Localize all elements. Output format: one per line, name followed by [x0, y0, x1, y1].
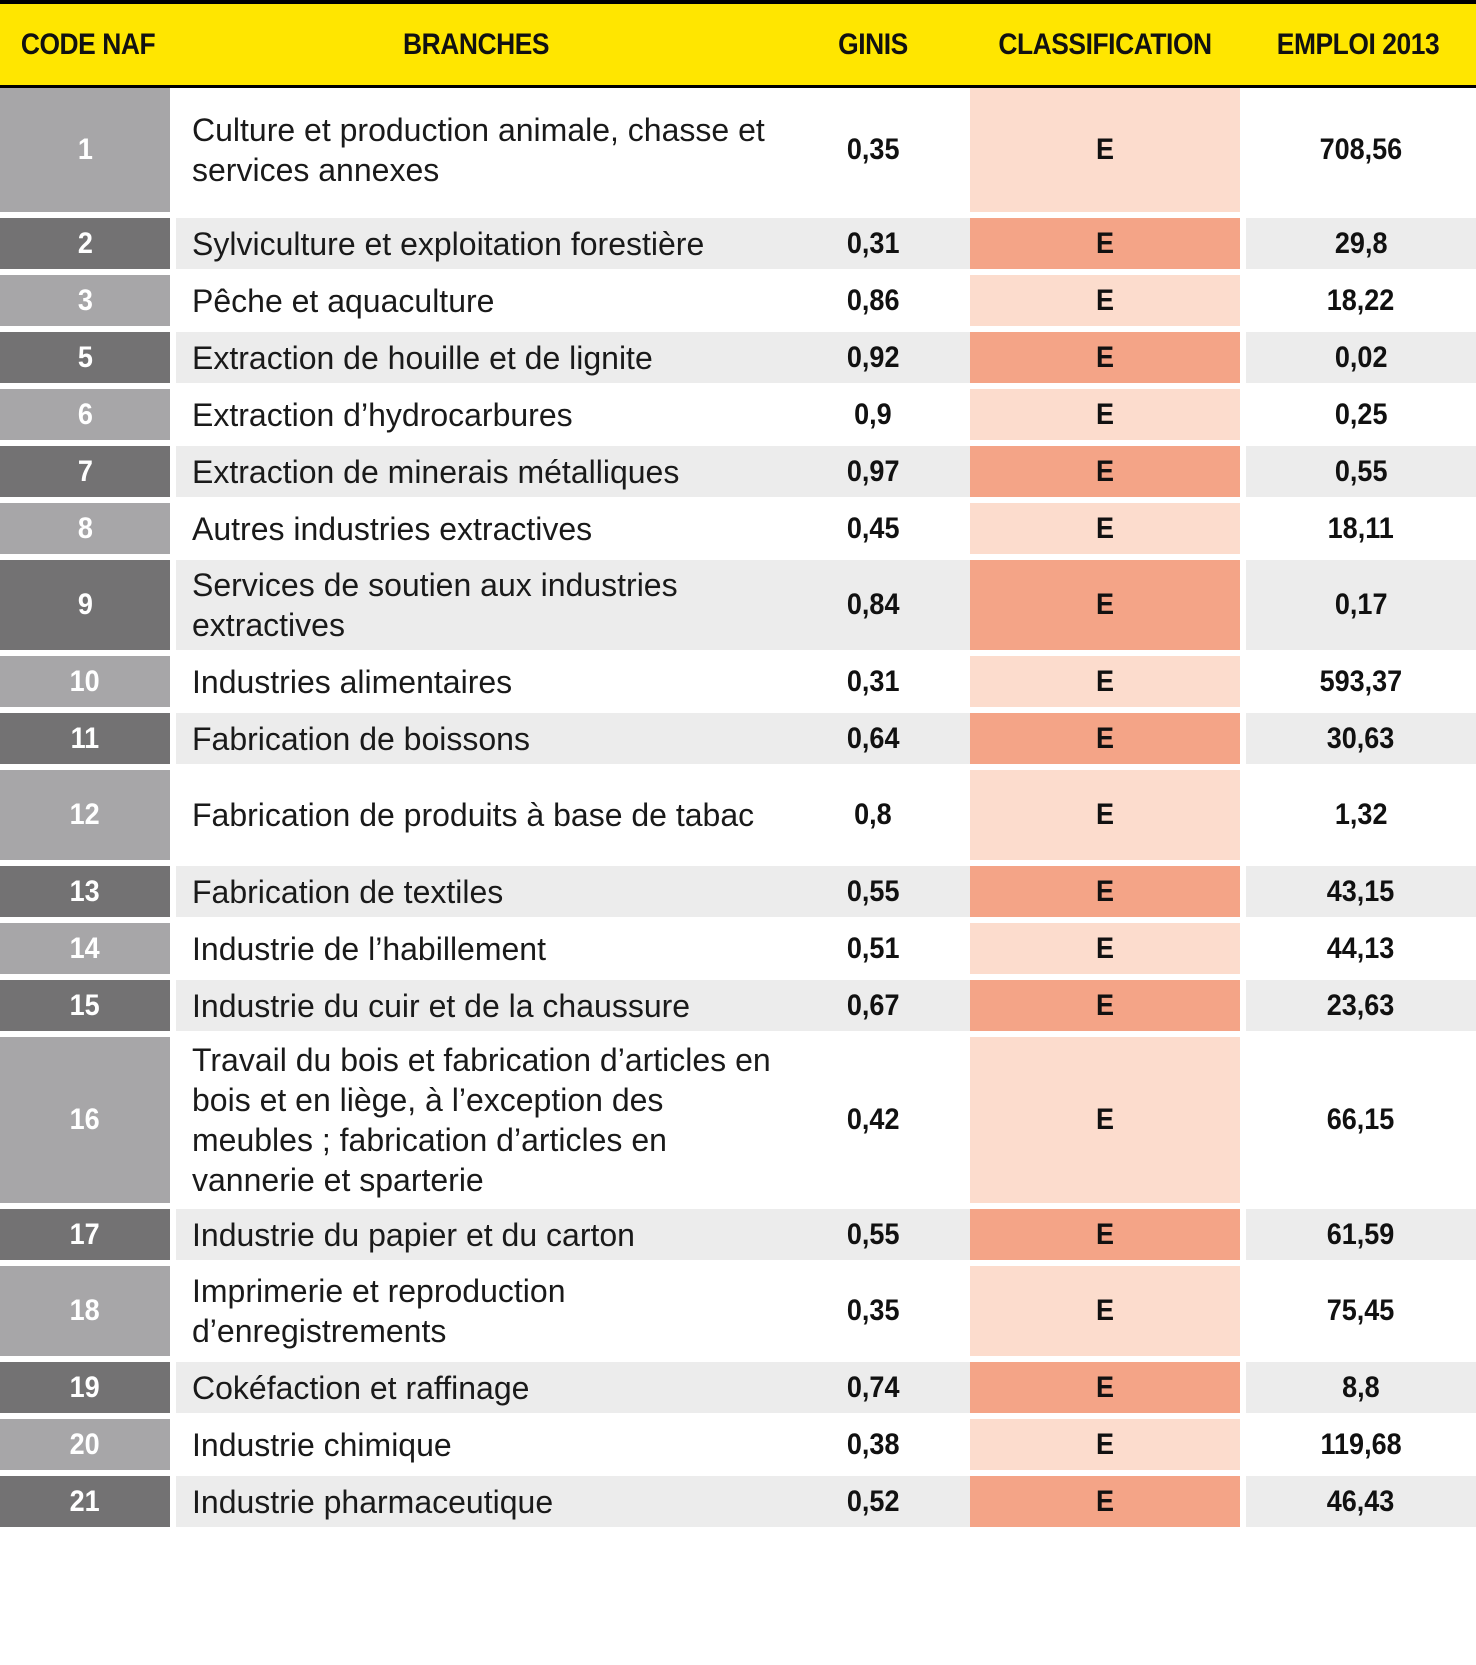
- naf-code-cell: [0, 332, 176, 383]
- classification-cell-text: E: [1095, 664, 1114, 698]
- classification-cell: [970, 1266, 1240, 1356]
- ginis-cell-text: 0,86: [846, 283, 900, 317]
- table-row: [0, 1419, 1476, 1476]
- classification-cell-text: E: [1095, 454, 1114, 488]
- naf-code-cell-text: 18: [69, 1294, 101, 1327]
- ginis-cell: [776, 389, 970, 440]
- classification-cell: [970, 1362, 1240, 1413]
- branch-cell: [176, 656, 776, 707]
- naf-code-cell-text: 8: [77, 511, 93, 545]
- classification-cell-text: E: [1095, 1427, 1114, 1461]
- classification-cell-text: E: [1095, 874, 1114, 908]
- classification-cell: [970, 560, 1240, 650]
- ginis-cell-text: 0,84: [846, 588, 900, 621]
- naf-code-cell: [0, 1209, 176, 1260]
- branch-cell-text: Fabrication de boissons: [192, 720, 530, 757]
- naf-code-cell-text: 7: [77, 454, 93, 488]
- emploi-cell: [1240, 770, 1476, 860]
- ginis-cell: [776, 88, 970, 212]
- table-row: [0, 1266, 1476, 1362]
- naf-code-cell-text: 2: [77, 226, 93, 260]
- branch-cell: [176, 218, 776, 269]
- emploi-cell: [1240, 446, 1476, 497]
- naf-code-cell-text: 10: [69, 664, 101, 698]
- emploi-cell-text: 66,15: [1327, 1103, 1395, 1136]
- table-row: [0, 1476, 1476, 1533]
- naf-code-cell: [0, 275, 176, 326]
- branch-cell-text: Extraction de houille et de lignite: [192, 339, 653, 376]
- branch-cell: [176, 1419, 776, 1470]
- ginis-cell: [776, 560, 970, 650]
- classification-cell: [970, 866, 1240, 917]
- naf-code-cell-text: 3: [77, 283, 93, 317]
- table-row: [0, 88, 1476, 218]
- table-row: [0, 446, 1476, 503]
- emploi-cell: [1240, 332, 1476, 383]
- header-emploi-2013: EMPLOI 2013: [1276, 27, 1440, 61]
- classification-cell: [970, 88, 1240, 212]
- branch-cell-text: Imprimerie et reproduction d’enregistrements: [192, 1273, 566, 1349]
- emploi-cell: [1240, 1419, 1476, 1470]
- classification-cell-text: E: [1095, 988, 1114, 1022]
- classification-cell-text: E: [1095, 283, 1114, 317]
- emploi-cell: [1240, 1362, 1476, 1413]
- naf-code-cell-text: 13: [69, 874, 101, 908]
- emploi-cell: [1240, 866, 1476, 917]
- branch-cell: [176, 389, 776, 440]
- emploi-cell: [1240, 389, 1476, 440]
- naf-code-cell: [0, 656, 176, 707]
- naf-code-cell: [0, 1037, 176, 1203]
- naf-code-cell-text: 11: [70, 721, 100, 755]
- table-row: [0, 389, 1476, 446]
- ginis-cell-text: 0,74: [846, 1370, 900, 1404]
- ginis-cell: [776, 866, 970, 917]
- classification-cell-text: E: [1095, 511, 1114, 545]
- classification-cell: [970, 389, 1240, 440]
- emploi-cell-text: 23,63: [1327, 988, 1395, 1022]
- ginis-cell: [776, 770, 970, 860]
- table-header: [0, 0, 1476, 88]
- ginis-cell-text: 0,35: [846, 1294, 900, 1327]
- emploi-cell-text: 18,22: [1327, 283, 1395, 317]
- ginis-cell: [776, 1037, 970, 1203]
- table-row: [0, 1362, 1476, 1419]
- naf-code-cell-text: 5: [77, 340, 93, 374]
- emploi-cell-text: 0,17: [1334, 588, 1388, 621]
- branch-cell: [176, 1476, 776, 1527]
- ginis-cell-text: 0,92: [846, 340, 900, 374]
- branch-cell: [176, 88, 776, 212]
- classification-cell: [970, 656, 1240, 707]
- naf-code-cell-text: 20: [69, 1427, 101, 1461]
- emploi-cell: [1240, 980, 1476, 1031]
- emploi-cell: [1240, 218, 1476, 269]
- branch-cell-text: Industrie chimique: [192, 1426, 452, 1463]
- naf-code-cell: [0, 1476, 176, 1527]
- emploi-cell-text: 61,59: [1327, 1217, 1395, 1251]
- classification-cell-text: E: [1095, 397, 1114, 431]
- branch-cell: [176, 1209, 776, 1260]
- table-row: [0, 923, 1476, 980]
- branch-cell-text: Pêche et aquaculture: [192, 282, 495, 319]
- branch-cell: [176, 446, 776, 497]
- naf-code-cell: [0, 503, 176, 554]
- ginis-cell-text: 0,64: [846, 721, 900, 755]
- branch-cell: [176, 713, 776, 764]
- emploi-cell: [1240, 560, 1476, 650]
- naf-code-cell: [0, 770, 176, 860]
- ginis-cell: [776, 446, 970, 497]
- branch-cell-text: Industrie du papier et du carton: [192, 1216, 635, 1253]
- branch-cell-text: Fabrication de textiles: [192, 873, 504, 910]
- naf-code-cell: [0, 713, 176, 764]
- emploi-cell-text: 29,8: [1334, 226, 1388, 260]
- naf-code-cell: [0, 866, 176, 917]
- branch-cell-text: Services de soutien aux industries extractives: [192, 567, 678, 643]
- emploi-cell-text: 0,02: [1334, 340, 1388, 374]
- emploi-cell: [1240, 656, 1476, 707]
- emploi-cell: [1240, 503, 1476, 554]
- classification-cell: [970, 1209, 1240, 1260]
- naf-code-cell-text: 16: [69, 1103, 101, 1136]
- branch-cell-text: Extraction d’hydrocarbures: [192, 396, 573, 433]
- emploi-cell: [1240, 1266, 1476, 1356]
- classification-cell: [970, 446, 1240, 497]
- ginis-cell: [776, 1476, 970, 1527]
- naf-code-cell: [0, 1362, 176, 1413]
- table-row: [0, 275, 1476, 332]
- table-row: [0, 1037, 1476, 1209]
- branch-cell-text: Industrie du cuir et de la chaussure: [192, 987, 691, 1024]
- table-row: [0, 332, 1476, 389]
- emploi-cell-text: 46,43: [1327, 1484, 1395, 1518]
- naf-code-cell: [0, 446, 176, 497]
- classification-cell-text: E: [1095, 931, 1114, 965]
- classification-cell: [970, 218, 1240, 269]
- classification-cell-text: E: [1095, 226, 1114, 260]
- naf-code-cell: [0, 560, 176, 650]
- emploi-cell: [1240, 1476, 1476, 1527]
- emploi-cell: [1240, 923, 1476, 974]
- ginis-cell: [776, 332, 970, 383]
- emploi-cell-text: 1,32: [1334, 798, 1388, 831]
- ginis-cell-text: 0,52: [846, 1484, 900, 1518]
- classification-cell-text: E: [1095, 1103, 1114, 1136]
- naf-code-cell-text: 12: [69, 798, 101, 831]
- emploi-cell-text: 0,55: [1334, 454, 1388, 488]
- table-body: [0, 88, 1476, 1533]
- classification-cell-text: E: [1095, 721, 1114, 755]
- table-row: [0, 980, 1476, 1037]
- classification-cell: [970, 770, 1240, 860]
- branch-cell: [176, 1037, 776, 1203]
- naf-code-cell: [0, 88, 176, 212]
- branch-cell: [176, 560, 776, 650]
- emploi-cell-text: 0,25: [1334, 397, 1388, 431]
- ginis-cell-text: 0,55: [846, 1217, 900, 1251]
- ginis-cell: [776, 713, 970, 764]
- ginis-cell-text: 0,55: [846, 874, 900, 908]
- ginis-cell: [776, 1419, 970, 1470]
- ginis-cell: [776, 275, 970, 326]
- classification-cell-text: E: [1095, 798, 1114, 831]
- classification-cell: [970, 1419, 1240, 1470]
- branch-cell: [176, 1266, 776, 1356]
- naf-code-cell: [0, 389, 176, 440]
- header-code-naf: CODE NAF: [20, 27, 156, 61]
- branch-cell-text: Sylviculture et exploitation forestière: [192, 225, 705, 262]
- branch-cell: [176, 770, 776, 860]
- emploi-cell-text: 43,15: [1327, 874, 1395, 908]
- branch-cell-text: Fabrication de produits à base de tabac: [192, 797, 755, 833]
- classification-cell-text: E: [1095, 1484, 1114, 1518]
- ginis-cell-text: 0,45: [846, 511, 900, 545]
- naf-code-cell: [0, 1266, 176, 1356]
- ginis-cell: [776, 1362, 970, 1413]
- naf-code-cell-text: 19: [69, 1370, 101, 1404]
- table-row: [0, 866, 1476, 923]
- classification-cell-text: E: [1095, 340, 1114, 374]
- ginis-cell-text: 0,31: [846, 664, 900, 698]
- ginis-cell-text: 0,9: [854, 397, 892, 431]
- branch-cell: [176, 980, 776, 1031]
- emploi-cell-text: 119,68: [1320, 1427, 1402, 1461]
- emploi-cell: [1240, 275, 1476, 326]
- header-branches: BRANCHES: [402, 27, 550, 61]
- ginis-cell-text: 0,51: [846, 931, 900, 965]
- ginis-cell: [776, 980, 970, 1031]
- emploi-cell-text: 18,11: [1327, 511, 1395, 545]
- naf-code-cell: [0, 923, 176, 974]
- ginis-cell: [776, 656, 970, 707]
- naf-code-cell-text: 9: [77, 588, 93, 621]
- table-row: [0, 1209, 1476, 1266]
- classification-cell: [970, 1037, 1240, 1203]
- ginis-cell-text: 0,38: [846, 1427, 900, 1461]
- ginis-cell: [776, 1209, 970, 1260]
- branch-cell-text: Extraction de minerais métalliques: [192, 453, 680, 490]
- classification-cell: [970, 980, 1240, 1031]
- classification-cell-text: E: [1095, 1217, 1114, 1251]
- branch-cell-text: Culture et production animale, chasse et services annexes: [192, 112, 765, 188]
- branch-cell: [176, 866, 776, 917]
- branch-cell-text: Autres industries extractives: [192, 510, 593, 547]
- branch-cell-text: Cokéfaction et raffinage: [192, 1369, 530, 1406]
- naf-code-cell-text: 17: [69, 1217, 101, 1251]
- branch-cell: [176, 332, 776, 383]
- ginis-cell-text: 0,67: [846, 988, 900, 1022]
- ginis-cell-text: 0,31: [846, 226, 900, 260]
- ginis-cell-text: 0,35: [846, 133, 900, 166]
- emploi-cell-text: 8,8: [1342, 1370, 1380, 1404]
- branch-cell-text: Travail du bois et fabrication d’articles en bois et en liège, à l’exception des meubles ; fabrication d’articles en vannerie et sparterie: [192, 1042, 771, 1198]
- emploi-cell-text: 44,13: [1327, 931, 1395, 965]
- ginis-cell: [776, 1266, 970, 1356]
- classification-cell-text: E: [1095, 1370, 1114, 1404]
- ginis-cell: [776, 503, 970, 554]
- ginis-cell-text: 0,42: [846, 1103, 900, 1136]
- naf-code-cell: [0, 980, 176, 1031]
- classification-cell: [970, 713, 1240, 764]
- naf-code-cell-text: 14: [69, 931, 101, 965]
- classification-cell-text: E: [1095, 588, 1114, 621]
- branch-cell-text: Industrie de l’habillement: [192, 930, 546, 967]
- branch-cell-text: Industrie pharmaceutique: [192, 1483, 554, 1520]
- naf-code-cell-text: 21: [69, 1484, 101, 1518]
- branch-cell: [176, 503, 776, 554]
- table-row: [0, 713, 1476, 770]
- emploi-cell: [1240, 1209, 1476, 1260]
- naf-code-cell-text: 1: [77, 133, 93, 166]
- emploi-cell: [1240, 713, 1476, 764]
- table-row: [0, 218, 1476, 275]
- classification-cell: [970, 1476, 1240, 1527]
- emploi-cell-text: 75,45: [1327, 1294, 1395, 1327]
- classification-cell: [970, 503, 1240, 554]
- ginis-cell-text: 0,97: [846, 454, 900, 488]
- naf-code-cell-text: 6: [77, 397, 93, 431]
- table-row: [0, 503, 1476, 560]
- classification-cell-text: E: [1095, 133, 1114, 166]
- naf-code-cell: [0, 218, 176, 269]
- emploi-cell: [1240, 1037, 1476, 1203]
- table-row: [0, 770, 1476, 866]
- header-classification: CLASSIFICATION: [998, 27, 1212, 61]
- branch-cell: [176, 275, 776, 326]
- branch-cell: [176, 923, 776, 974]
- branch-cell-text: Industries alimentaires: [192, 663, 513, 700]
- emploi-cell-text: 30,63: [1327, 721, 1395, 755]
- naf-code-cell-text: 15: [69, 988, 101, 1022]
- header-ginis: GINIS: [838, 27, 908, 61]
- emploi-cell-text: 708,56: [1319, 133, 1403, 166]
- ginis-cell-text: 0,8: [854, 798, 892, 831]
- emploi-cell: [1240, 88, 1476, 212]
- classification-cell: [970, 332, 1240, 383]
- naf-code-cell: [0, 1419, 176, 1470]
- classification-cell-text: E: [1095, 1294, 1114, 1327]
- classification-cell: [970, 923, 1240, 974]
- ginis-cell: [776, 923, 970, 974]
- ginis-cell: [776, 218, 970, 269]
- emploi-cell-text: 593,37: [1319, 664, 1403, 698]
- table-row: [0, 656, 1476, 713]
- classification-cell: [970, 275, 1240, 326]
- branch-cell: [176, 1362, 776, 1413]
- table-row: [0, 560, 1476, 656]
